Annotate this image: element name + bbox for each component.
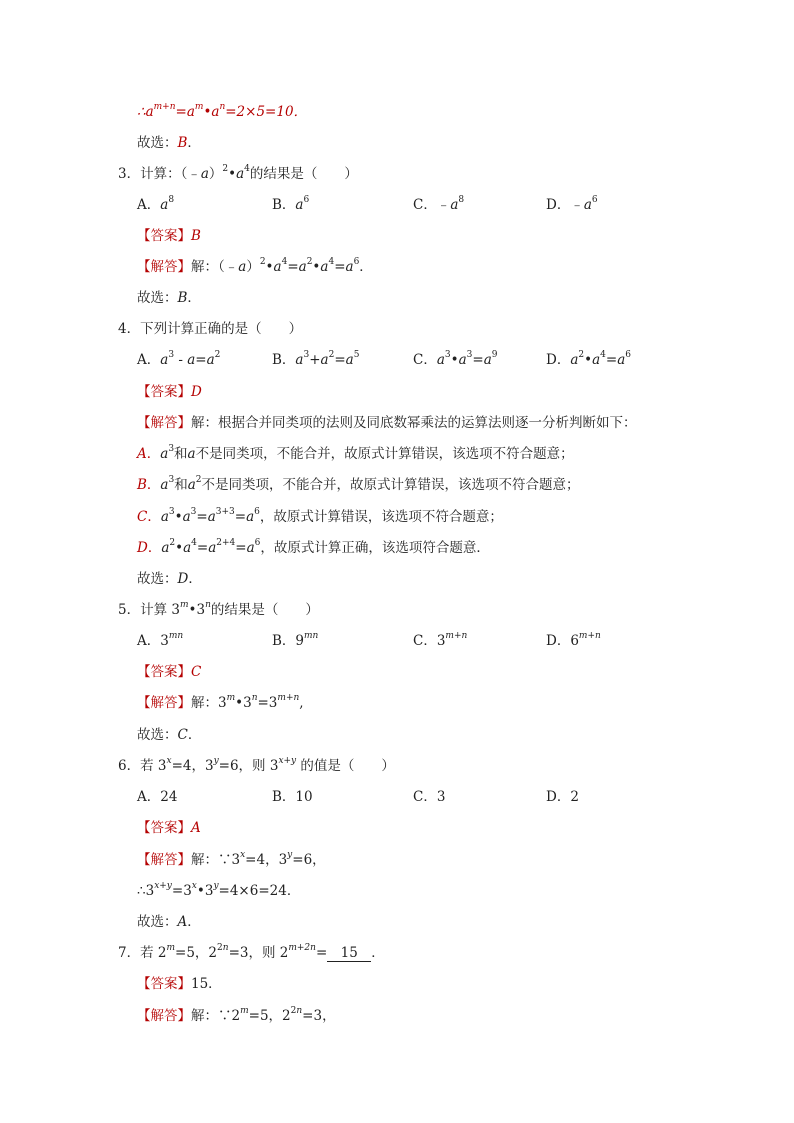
- question-6-options: [0, 785, 794, 809]
- answer-line: 【答案】A: [137, 820, 201, 836]
- option-a: A．$3^{mn}$: [137, 631, 184, 649]
- question-4-options: [0, 348, 794, 372]
- answer-line: 【答案】B: [137, 228, 201, 244]
- option-c: C．$3^{m+n}$: [413, 631, 468, 649]
- option-d: D．$a^2•a^4=a^6$: [546, 350, 631, 368]
- option-b: B．$9^{mn}$: [272, 631, 319, 649]
- answer-line: 【答案】15．: [137, 976, 222, 992]
- option-d: D．2: [546, 789, 579, 805]
- solution-line: 【解答】解：$(﹣a)^2•a^4=a^2•a^4=a^6$．: [137, 257, 373, 275]
- question-3-options: [0, 193, 794, 217]
- solution-step: D．$a^2•a^4=a^{2+4}=a^6$，故原式计算正确，该选项符合题意．: [137, 538, 490, 556]
- selection-line: 故选：B．: [137, 290, 201, 306]
- question-3: 3．计算：$(﹣a)^2•a^4$的结果是（ ）: [118, 164, 358, 182]
- question-6: 6．若 $3^x=4$，$3^y=6$，则 $3^{x+y}$ 的值是（ ）: [118, 756, 395, 774]
- solution-line: 【解答】解：$\because 2^m=5$，$2^{2n}=3$，: [137, 1006, 336, 1024]
- solution-line: 【解答】解：$3^m•3^n=3^{m+n}$,: [137, 693, 304, 711]
- selection-line: 故选：A．: [137, 914, 201, 930]
- option-c: C．$﹣a^8$: [413, 195, 465, 213]
- question-7: 7．若 $2^m=5$，$2^{2n}=3$，则 $2^{m+2n}= 15$ ．: [118, 943, 385, 961]
- solution-step: C．$a^3•a^3=a^{3+3}=a^6$，故原式计算错误，该选项不符合题意；: [137, 507, 503, 525]
- question-5: 5．计算 3$^m$•3$^n$的结果是（ ）: [118, 600, 319, 618]
- text-line: 故选：B．: [137, 135, 201, 151]
- selection-line: 故选：C．: [137, 727, 202, 743]
- solution-line: 【解答】解：根据合并同类项的法则及同底数幂乘法的运算法则逐一分析判断如下：: [137, 415, 637, 431]
- selection-line: 故选：D．: [137, 571, 202, 587]
- option-c: C．3: [413, 789, 446, 805]
- option-d: D．$6^{m+n}$: [546, 631, 601, 649]
- option-a: A．$a^3 - a=a^2$: [137, 350, 221, 368]
- option-b: B．$a^3+a^2=a^5$: [272, 350, 360, 368]
- option-d: D．$﹣a^6$: [546, 195, 598, 213]
- solution-line: 【解答】解：$\because 3^x=4$，$3^y=6$，: [137, 850, 326, 868]
- solution-step: B．$a^3$和$a^2$不是同类项，不能合并，故原式计算错误，该选项不符合题意；: [137, 475, 580, 493]
- question-4: 4．下列计算正确的是（ ）: [118, 321, 303, 337]
- answer-line: 【答案】C: [137, 664, 202, 680]
- solution-step: A．$a^3$和a不是同类项，不能合并，故原式计算错误，该选项不符合题意；: [137, 444, 574, 462]
- answer-line: 【答案】D: [137, 384, 202, 400]
- option-c: C．$a^3•a^3=a^9$: [413, 350, 498, 368]
- option-b: B．10: [272, 789, 313, 805]
- option-a: A．$a^8$: [137, 195, 175, 213]
- question-5-options: [0, 629, 794, 653]
- solution-step: $\therefore 3^{x+y}=3^x•3^y=4\times 6=24$．: [137, 881, 301, 899]
- option-b: B．$a^6$: [272, 195, 310, 213]
- text-line: $\therefore a^{m+n}=a^m•a^n=2\times 5=10$．: [137, 102, 308, 120]
- option-a: A．24: [137, 789, 178, 805]
